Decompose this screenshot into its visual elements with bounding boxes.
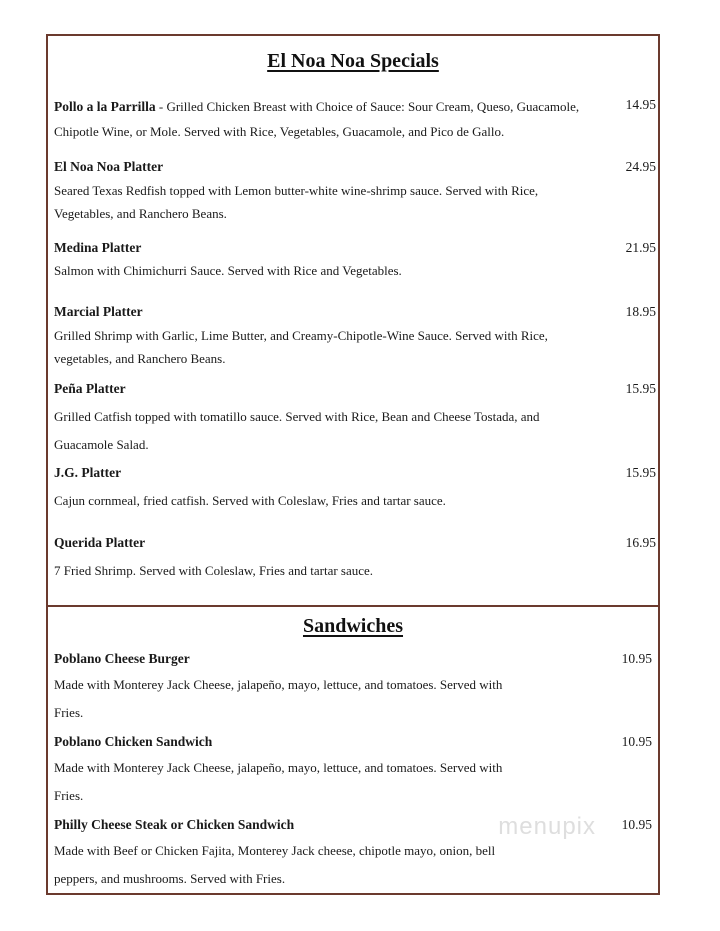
specials-section bbox=[46, 34, 660, 607]
item-description: Seared Texas Redfish topped with Lemon butter-white wine-shrimp sauce. Served with Rice, bbox=[54, 183, 539, 198]
item-description-cont: Guacamole Salad. bbox=[54, 437, 149, 452]
item-name: Poblano Cheese Burger bbox=[54, 651, 190, 666]
menu-item-medina-platter bbox=[54, 238, 614, 283]
sandwiches-title: Sandwiches bbox=[302, 615, 404, 637]
item-price: 16.95 bbox=[625, 535, 656, 550]
item-price: 10.95 bbox=[621, 734, 652, 749]
item-price: 24.95 bbox=[625, 159, 656, 174]
item-separator: - bbox=[155, 99, 167, 114]
item-name: Philly Cheese Steak or Chicken Sandwich bbox=[54, 817, 295, 832]
item-description: Grilled Shrimp with Garlic, Lime Butter, and Creamy-Chipotle-Wine Sauce. Served with Rice, bbox=[54, 328, 548, 343]
item-description: Made with Monterey Jack Cheese, jalapeño, mayo, lettuce, and tomatoes. Served with bbox=[54, 760, 503, 775]
menu-item-marcial-platter bbox=[54, 302, 614, 370]
menu-item-poblano-chicken-sandwich bbox=[54, 732, 594, 810]
item-description-cont: Fries. bbox=[54, 788, 84, 803]
item-description: Salmon with Chimichurri Sauce. Served with Rice and Vegetables. bbox=[54, 263, 402, 278]
item-name: Marcial Platter bbox=[54, 304, 143, 319]
item-description: 7 Fried Shrimp. Served with Coleslaw, Fries and tartar sauce. bbox=[54, 563, 374, 578]
item-description-cont: Fries. bbox=[54, 705, 84, 720]
item-description: Grilled Chicken Breast with Choice of Sauce: Sour Cream, Queso, Guacamole, bbox=[166, 99, 580, 114]
item-description: Cajun cornmeal, fried catfish. Served with Coleslaw, Fries and tartar sauce. bbox=[54, 493, 446, 508]
item-description-cont: Chipotle Wine, or Mole. Served with Rice, Vegetables, Guacamole, and Pico de Gallo. bbox=[54, 124, 505, 139]
specials-title: El Noa Noa Specials bbox=[267, 50, 439, 72]
item-name: El Noa Noa Platter bbox=[54, 159, 164, 174]
item-name: Poblano Chicken Sandwich bbox=[54, 734, 213, 749]
item-price: 18.95 bbox=[625, 304, 656, 319]
watermark-logo: menupix bbox=[498, 813, 596, 840]
item-price: 21.95 bbox=[625, 240, 656, 255]
item-name: Medina Platter bbox=[54, 240, 142, 255]
item-description-cont: vegetables, and Ranchero Beans. bbox=[54, 351, 226, 366]
item-name: J.G. Platter bbox=[54, 465, 122, 480]
menu-item-jg-platter bbox=[54, 463, 614, 515]
item-price: 14.95 bbox=[625, 97, 656, 112]
menu-item-el-noa-noa-platter bbox=[54, 157, 614, 225]
item-name: Pollo a la Parrilla bbox=[54, 99, 156, 114]
sandwiches-section bbox=[46, 605, 660, 895]
item-price: 10.95 bbox=[621, 651, 652, 666]
menu-item-pollo-a-la-parrilla bbox=[54, 94, 614, 144]
menu-item-querida-platter bbox=[54, 533, 614, 585]
item-description: Made with Monterey Jack Cheese, jalapeño, mayo, lettuce, and tomatoes. Served with bbox=[54, 677, 503, 692]
menu-item-poblano-cheese-burger bbox=[54, 649, 594, 727]
item-name: Querida Platter bbox=[54, 535, 146, 550]
menu-item-pena-platter bbox=[54, 379, 620, 459]
item-price: 15.95 bbox=[625, 465, 656, 480]
item-name: Peña Platter bbox=[54, 381, 126, 396]
item-description: Made with Beef or Chicken Fajita, Monterey Jack cheese, chipotle mayo, onion, bell bbox=[54, 843, 496, 858]
item-price: 15.95 bbox=[625, 381, 656, 396]
item-description-cont: peppers, and mushrooms. Served with Fries. bbox=[54, 871, 286, 886]
item-description-cont: Vegetables, and Ranchero Beans. bbox=[54, 206, 227, 221]
item-description: Grilled Catfish topped with tomatillo sauce. Served with Rice, Bean and Cheese Tostada, and bbox=[54, 409, 540, 424]
item-price: 10.95 bbox=[621, 817, 652, 832]
